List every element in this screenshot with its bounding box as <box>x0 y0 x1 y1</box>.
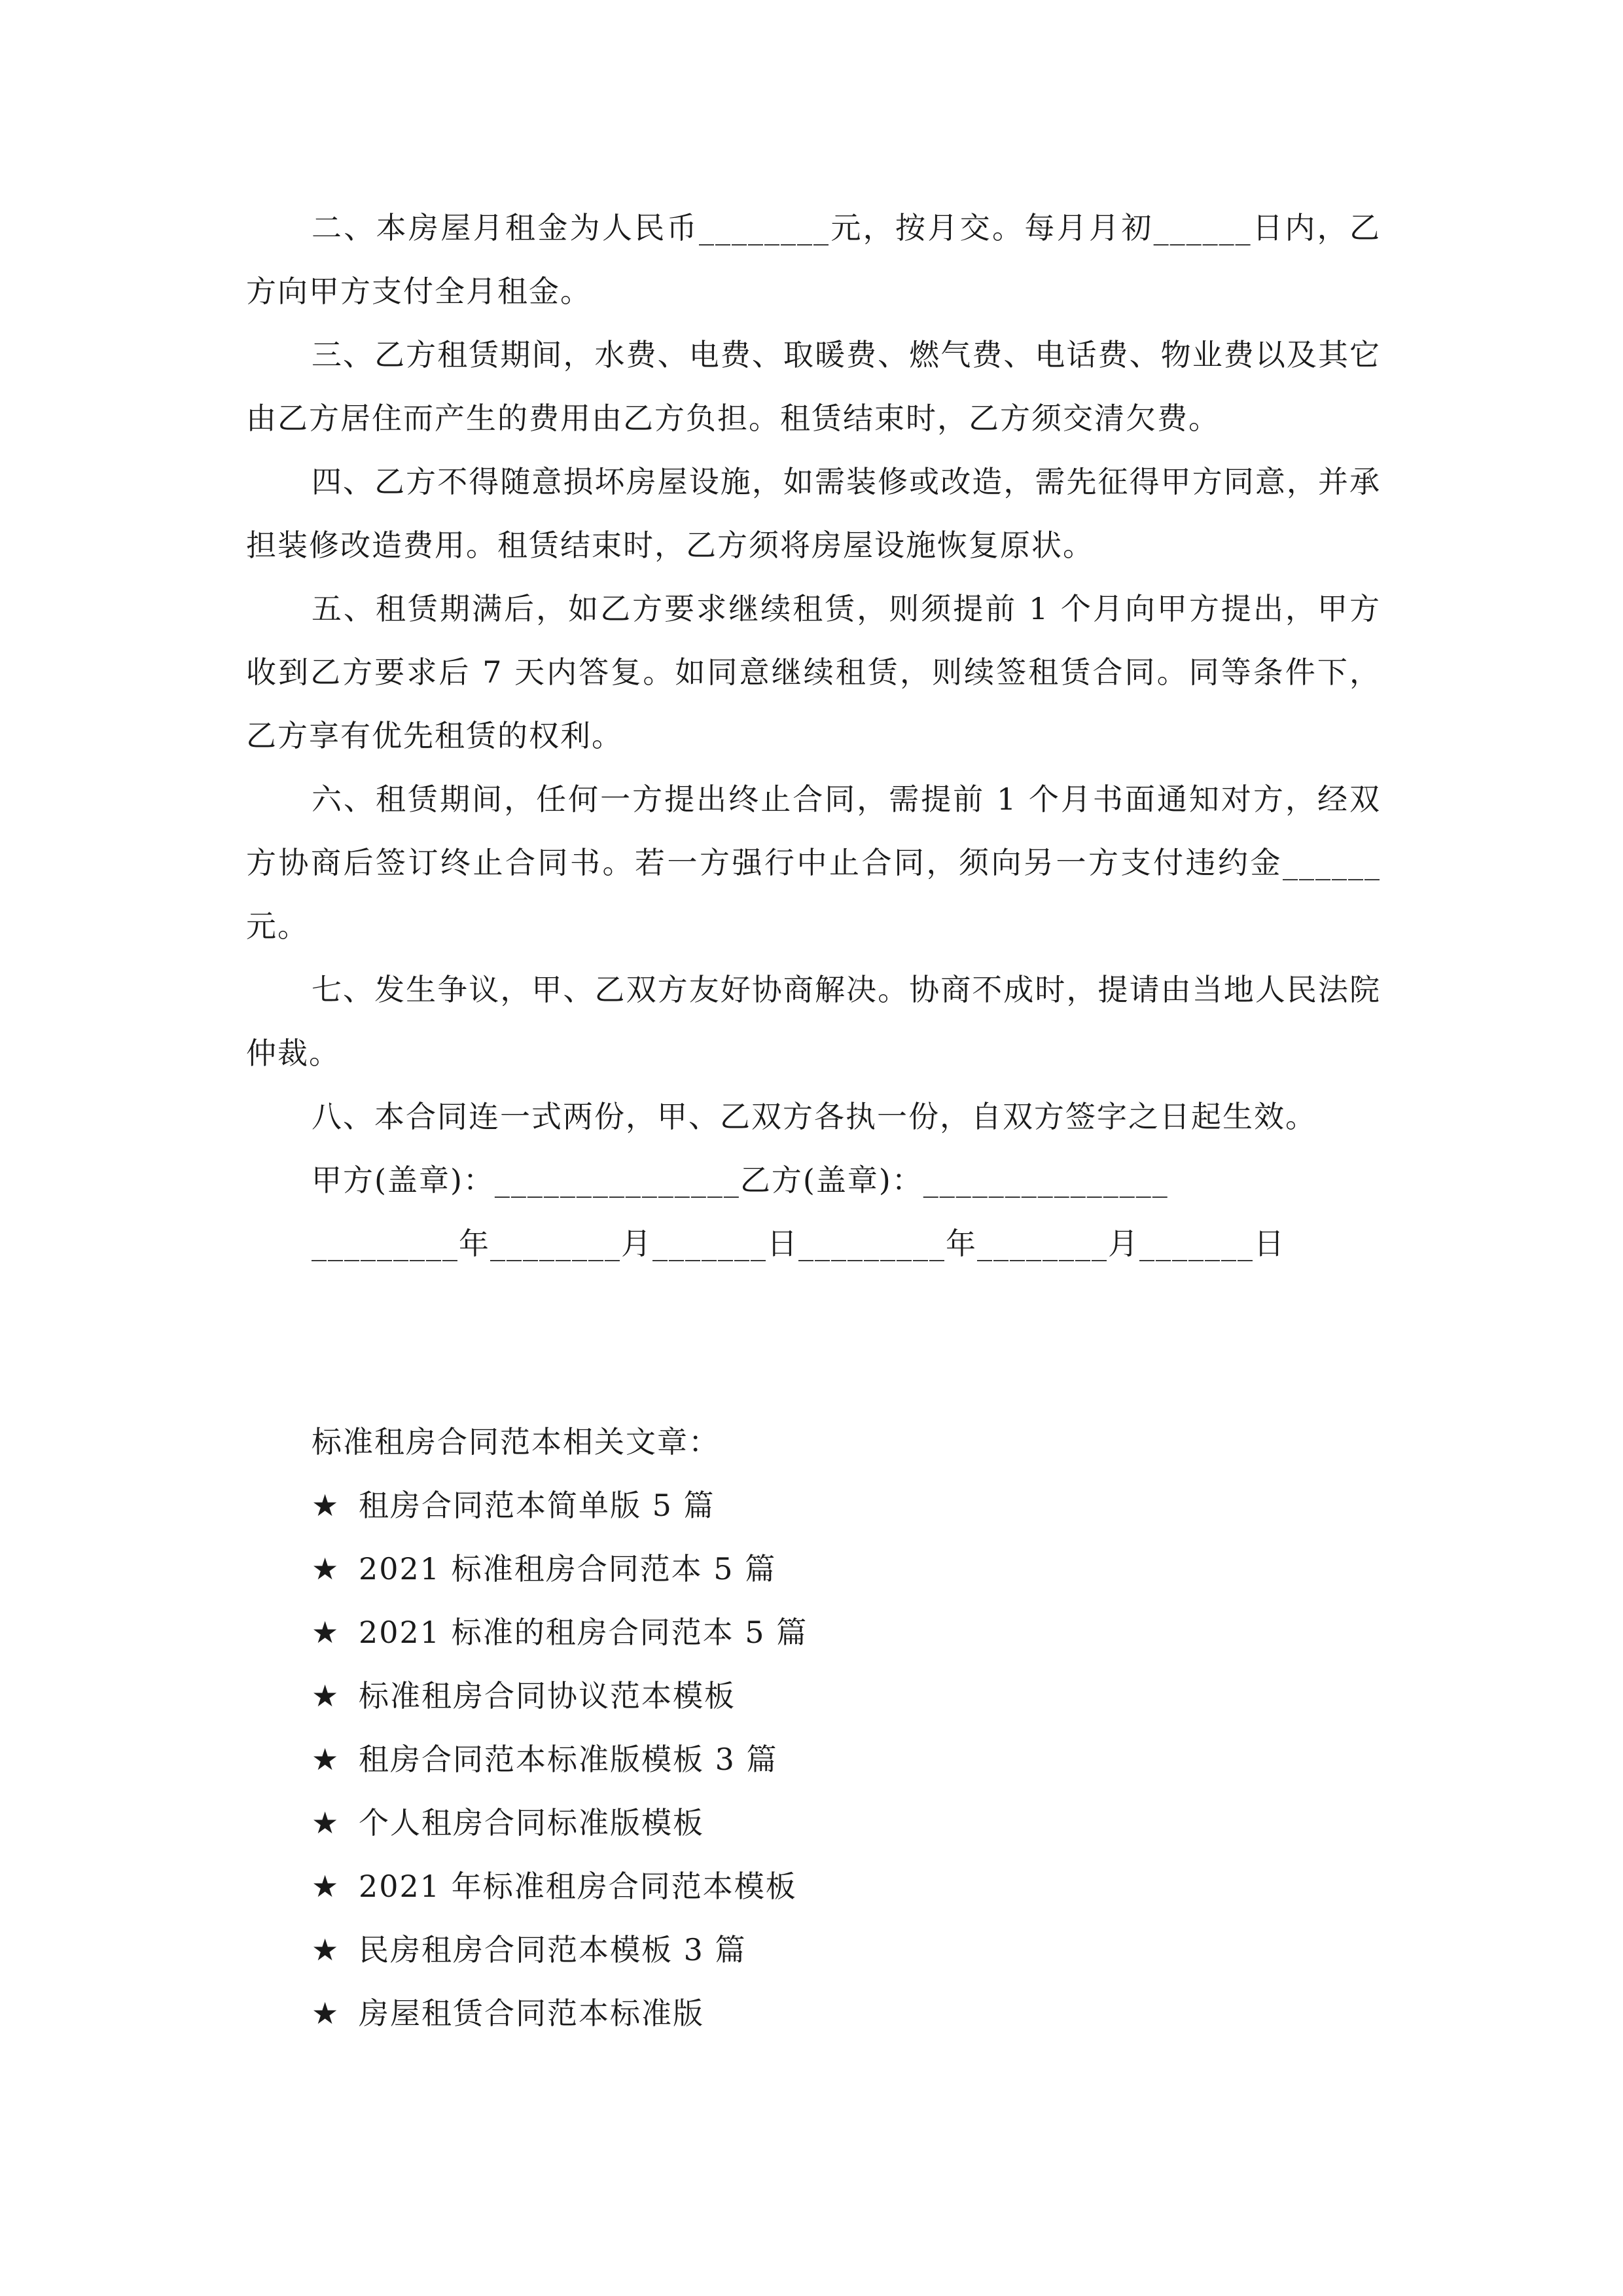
related-link-label: 标准租房合同协议范本模板 <box>359 1678 736 1713</box>
related-link-label: 房屋租赁合同范本标准版 <box>359 1996 704 2031</box>
star-icon: ★ <box>312 1869 340 1904</box>
related-link-label: 个人租房合同标准版模板 <box>359 1805 704 1840</box>
clause-7: 七、发生争议，甲、乙双方友好协商解决。协商不成时，提请由当地人民法院仲裁。 <box>246 972 1381 1071</box>
related-link[interactable] <box>312 1918 1359 1982</box>
related-link[interactable] <box>312 1791 1359 1855</box>
related-articles <box>312 1410 1359 2045</box>
star-icon: ★ <box>312 1615 340 1650</box>
related-link-label: 民房租房合同范本模板 3 篇 <box>359 1932 747 1967</box>
related-link-label: 租房合同范本标准版模板 3 篇 <box>359 1742 778 1777</box>
related-link[interactable] <box>312 1982 1359 2045</box>
star-icon: ★ <box>312 1742 340 1777</box>
clause-5: 五、租赁期满后，如乙方要求继续租赁，则须提前 1 个月向甲方提出，甲方收到乙方要求后 7 天内答复。如同意继续租赁，则续签租赁合同。同等条件下，乙方享有优先租赁的权利。 <box>246 591 1381 753</box>
related-link-label: 租房合同范本简单版 5 篇 <box>359 1488 715 1523</box>
clause-6: 六、租赁期间，任何一方提出终止合同，需提前 1 个月书面通知对方，经双方协商后签订终止合同书。若一方强行中止合同，须向另一方支付违约金______元。 <box>246 781 1381 944</box>
related-list <box>312 1474 1359 2045</box>
related-link-label: 2021 标准租房合同范本 5 篇 <box>359 1551 777 1587</box>
signature-dates: _________年________月_______日_________年________月_______日 <box>312 1226 1285 1261</box>
star-icon: ★ <box>312 1488 340 1523</box>
star-icon: ★ <box>312 1678 340 1713</box>
related-link-label: 2021 标准的租房合同范本 5 篇 <box>359 1615 808 1650</box>
related-link-label: 2021 年标准租房合同范本模板 <box>359 1869 797 1904</box>
clause-8: 八、本合同连一式两份，甲、乙双方各执一份，自双方签字之日起生效。 <box>312 1099 1317 1134</box>
related-link[interactable] <box>312 1601 1359 1664</box>
related-link[interactable] <box>312 1474 1359 1537</box>
signature-parties: 甲方(盖章)：_______________乙方(盖章)：_______________ <box>312 1162 1169 1198</box>
clause-2: 二、本房屋月租金为人民币________元，按月交。每月月初______日内，乙方向甲方支付全月租金。 <box>246 210 1381 309</box>
star-icon: ★ <box>312 1551 340 1587</box>
related-link[interactable] <box>312 1537 1359 1601</box>
star-icon: ★ <box>312 1805 340 1840</box>
contract-body <box>246 196 1381 1276</box>
clause-3: 三、乙方租赁期间，水费、电费、取暖费、燃气费、电话费、物业费以及其它由乙方居住而产生的费用由乙方负担。租赁结束时，乙方须交清欠费。 <box>246 337 1381 436</box>
related-link[interactable] <box>312 1728 1359 1791</box>
star-icon: ★ <box>312 1932 340 1967</box>
related-link[interactable] <box>312 1855 1359 1918</box>
star-icon: ★ <box>312 1996 340 2031</box>
related-link[interactable] <box>312 1664 1359 1728</box>
clause-4: 四、乙方不得随意损坏房屋设施，如需装修或改造，需先征得甲方同意，并承担装修改造费用。租赁结束时，乙方须将房屋设施恢复原状。 <box>246 464 1381 563</box>
related-title: 标准租房合同范本相关文章： <box>312 1424 720 1460</box>
